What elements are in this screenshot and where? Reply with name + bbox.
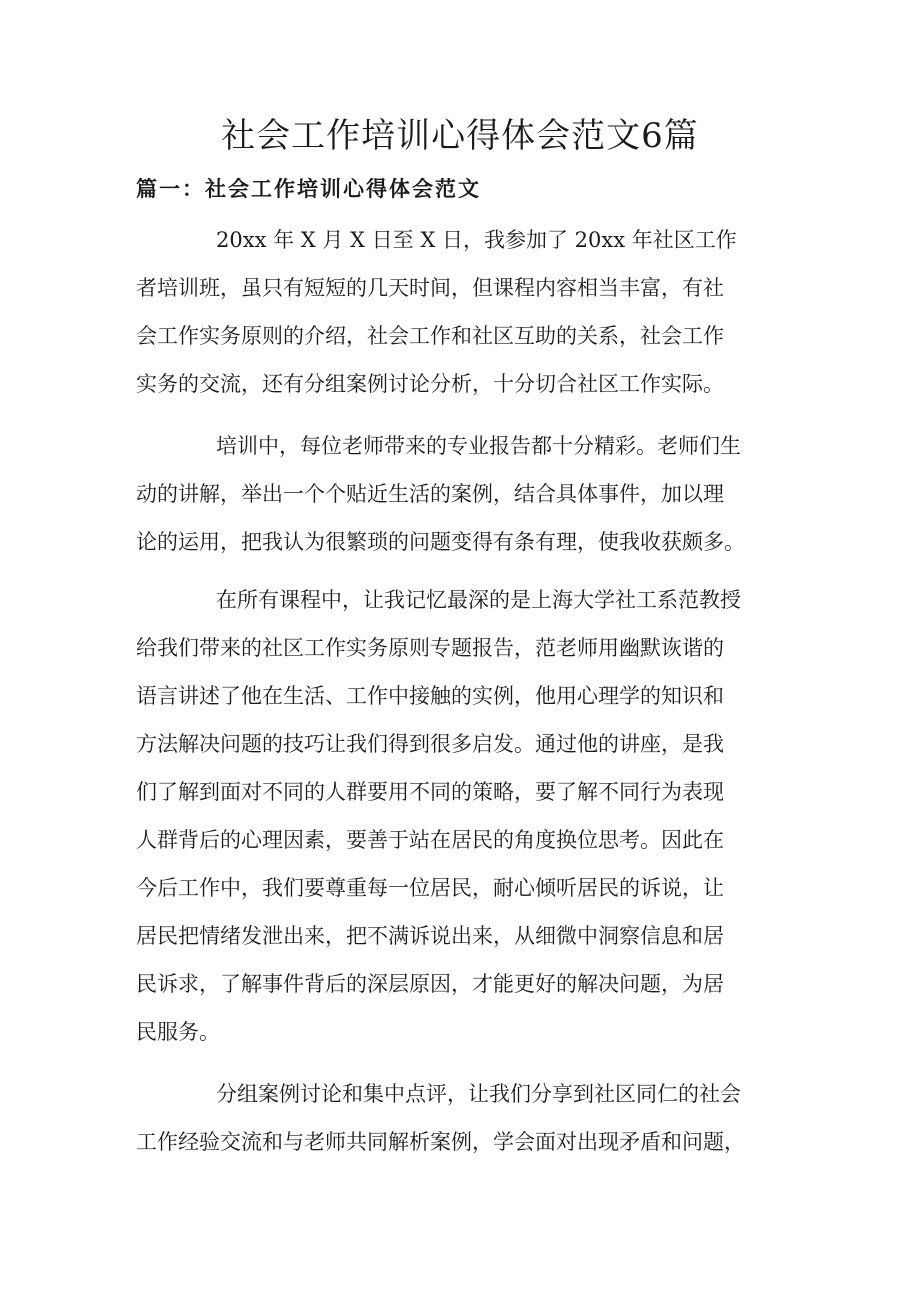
paragraph-line: 者培训班，虽只有短短的几天时间，但课程内容相当丰富，有社 (136, 276, 724, 300)
document-title: 社会工作培训心得体会范文6篇 (221, 116, 699, 156)
paragraph-line: 方法解决问题的技巧让我们得到很多启发。通过他的讲座，是我 (136, 732, 724, 756)
paragraph-line: 论的运用，把我认为很繁琐的问题变得有条有理，使我收获颇多。 (136, 530, 745, 554)
paragraph-line: 民诉求，了解事件背后的深层原因，才能更好的解决问题，为居 (136, 972, 724, 996)
paragraph-line: 工作经验交流和与老师共同解析案例，学会面对出现矛盾和问题， (136, 1130, 745, 1154)
paragraph-line: 今后工作中，我们要尊重每一位居民，耐心倾听居民的诉说，让 (136, 876, 724, 900)
paragraph-line: 会工作实务原则的介绍，社会工作和社区互助的关系，社会工作 (136, 324, 724, 348)
paragraph-line: 培训中，每位老师带来的专业报告都十分精彩。老师们生 (216, 434, 741, 458)
section-heading: 篇一：社会工作培训心得体会范文 (136, 177, 481, 201)
paragraph-line: 分组案例讨论和集中点评，让我们分享到社区同仁的社会 (216, 1082, 741, 1106)
paragraph-line: 动的讲解，举出一个个贴近生活的案例，结合具体事件，加以理 (136, 482, 724, 506)
paragraph-line: 居民把情绪发泄出来，把不满诉说出来，从细微中洞察信息和居 (136, 924, 724, 948)
paragraph-line: 给我们带来的社区工作实务原则专题报告，范老师用幽默诙谐的 (136, 636, 724, 660)
paragraph-2 (136, 422, 796, 566)
paragraph-4 (136, 1070, 796, 1166)
paragraph-line: 实务的交流，还有分组案例讨论分析，十分切合社区工作实际。 (136, 372, 724, 396)
paragraph-3 (136, 576, 796, 1056)
paragraph-line: 20xx 年 X 月 X 日至 X 日，我参加了 20xx 年社区工作 (216, 228, 737, 252)
paragraph-line: 在所有课程中，让我记忆最深的是上海大学社工系范教授 (216, 588, 741, 612)
paragraph-line: 们了解到面对不同的人群要用不同的策略，要了解不同行为表现 (136, 780, 724, 804)
paragraph-line: 民服务。 (136, 1020, 220, 1044)
paragraph-line: 语言讲述了他在生活、工作中接触的实例，他用心理学的知识和 (136, 684, 724, 708)
paragraph-1 (136, 216, 796, 408)
paragraph-line: 人群背后的心理因素，要善于站在居民的角度换位思考。因此在 (136, 828, 724, 852)
